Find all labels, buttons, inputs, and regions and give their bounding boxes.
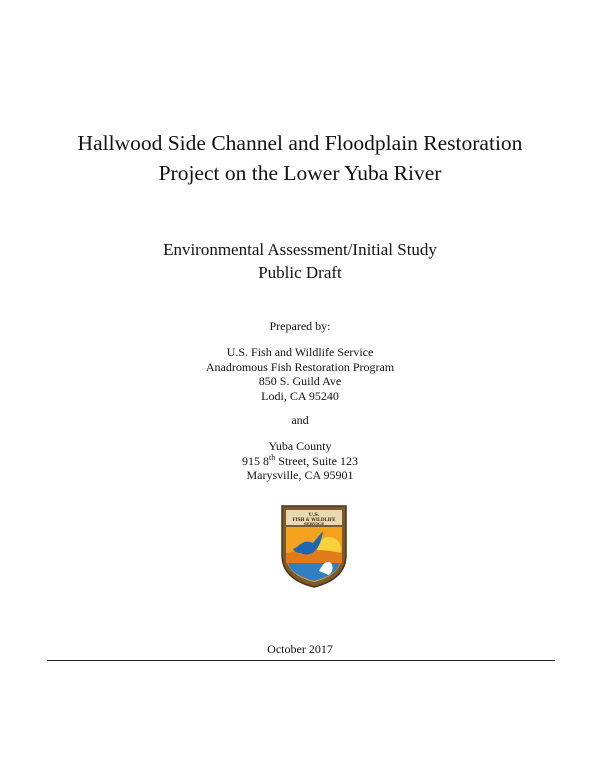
svg-text:U.S.: U.S. (308, 512, 320, 518)
org1-city: Lodi, CA 95240 (261, 388, 339, 403)
org2-address-street: Street, Suite 123 (275, 453, 358, 468)
subtitle-line-2: Public Draft (258, 263, 342, 282)
usfws-emblem-icon (279, 503, 349, 589)
org2-address-number: 915 8 (242, 453, 270, 468)
org1-address: 850 S. Guild Ave (258, 374, 342, 388)
footer-divider (47, 660, 555, 661)
organization-usfws (0, 345, 600, 403)
org2-address-suffix: th (269, 452, 276, 462)
org2-city: Marysville, CA 95901 (246, 468, 354, 482)
organization-yuba-county (0, 439, 600, 483)
title-line-2: Project on the Lower Yuba River (158, 161, 442, 185)
org2-name: Yuba County (268, 439, 332, 453)
svg-text:FISH & WILDLIFE: FISH & WILDLIFE (292, 517, 336, 522)
svg-text:SERVICE: SERVICE (303, 521, 325, 526)
org1-program: Anadromous Fish Restoration Program (205, 359, 395, 374)
subtitle-line-1: Environmental Assessment/Initial Study (163, 240, 437, 259)
org1-name: U.S. Fish and Wildlife Service (226, 345, 374, 359)
and-text: and (291, 413, 309, 427)
org2-address (0, 454, 600, 469)
document-title (0, 128, 600, 188)
prepared-by-label: Prepared by: (269, 319, 331, 333)
document-subtitle (0, 238, 600, 284)
title-line-1: Hallwood Side Channel and Floodplain Restoration (77, 131, 523, 155)
publication-date: October 2017 (267, 642, 333, 656)
